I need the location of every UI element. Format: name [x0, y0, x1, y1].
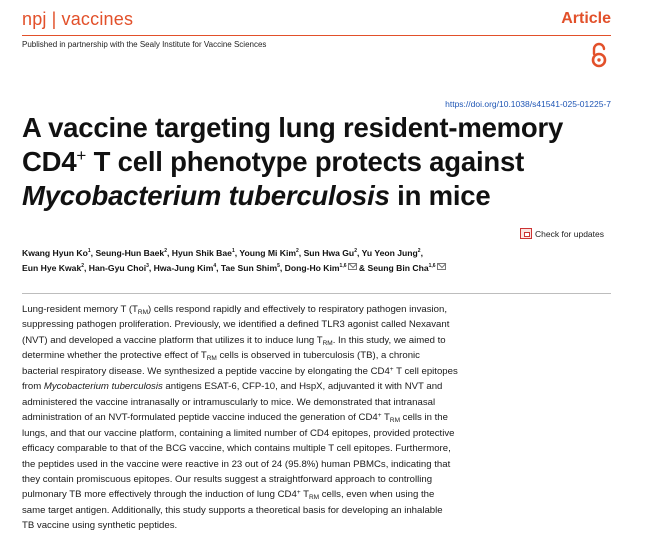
- authors-text-segment: 2: [164, 248, 167, 254]
- header-rule: [22, 35, 611, 36]
- authors-text-segment: 5: [277, 263, 280, 269]
- authors-text-segment: , Young Mi Kim: [234, 248, 297, 258]
- doi-link[interactable]: https://doi.org/10.1038/s41541-025-01225-7: [445, 99, 611, 109]
- abstract-text-segment: T: [381, 412, 390, 424]
- abstract-text-segment: suppressing pathogen proliferation. Previously, we identified a defined TLR3 agonist called Nexavant: [22, 319, 450, 331]
- abstract-text-segment: administration of an NVT-formulated peptide vaccine induced the generation of CD4: [22, 412, 378, 424]
- abstract-text-segment: same target antigen. Additionally, this study supports a theoretical basis for developing an inhalable: [22, 504, 443, 516]
- authors-text-segment: 2: [296, 248, 299, 254]
- abstract-text-segment: . In this study, we aimed to: [332, 334, 446, 346]
- article-title: [22, 111, 622, 213]
- abstract-text-segment: T cell epitopes: [393, 365, 458, 377]
- authors-text-segment: , Seung-Hun Baek: [90, 248, 165, 258]
- authors-text-segment: 2: [417, 248, 421, 254]
- abstract-text-segment: Mycobacterium tuberculosis: [43, 381, 163, 393]
- abstract-text-segment: they contain promiscuous epitopes. Our results suggest a straightforward approach to controlling: [22, 473, 433, 485]
- abstract-text-segment: cells is observed in tuberculosis (TB), a chronic: [216, 350, 420, 362]
- abstract-text-segment: antigens ESAT-6, CFP-10, and HspX, adjuvanted it with NVT and: [162, 381, 443, 393]
- authors-text-segment: & Seung Bin Cha: [356, 263, 429, 273]
- abstract-text-segment: cells, even when using the: [319, 489, 435, 501]
- abstract-text-segment: RM: [322, 339, 333, 347]
- abstract-text-segment: ) cells respond rapidly and effectively to respiratory pathogen invasion,: [148, 304, 447, 315]
- authors-text-segment: , Hyun Shik Bae: [167, 248, 232, 258]
- author-list: [22, 246, 612, 276]
- abstract-text-segment: RM: [308, 494, 320, 502]
- authors-text-segment: Kwang Hyun Ko: [22, 248, 88, 258]
- authors-text-segment: Eun Hye Kwak: [22, 263, 82, 273]
- title-text-segment: in mice: [389, 180, 491, 211]
- authors-text-segment: 3: [146, 263, 149, 269]
- check-updates-label: Check for updates: [535, 229, 604, 239]
- abstract-text-segment: bacterial respiratory disease. We synthesized a peptide vaccine by elongating the CD4: [22, 365, 390, 377]
- abstract-text-segment: determine whether the protective effect of T: [22, 350, 207, 362]
- check-for-updates-button[interactable]: [520, 228, 604, 239]
- section-divider: [22, 293, 611, 294]
- abstract-text-segment: (NVT) and developed a vaccine platform that utilizes it to induce lung T: [22, 334, 323, 346]
- authors-text-segment: 1: [87, 248, 91, 254]
- journal-separator: |: [51, 9, 57, 29]
- authors-text-segment: 1: [231, 248, 235, 254]
- abstract-text-segment: +: [389, 365, 394, 373]
- authors-text-segment: 2: [354, 248, 357, 254]
- journal-brand[interactable]: [22, 9, 133, 30]
- abstract-text-segment: the peptides used in the vaccine were reactive in 23 out of 24 (95.8%) human PBMCs, indicating that: [22, 458, 451, 470]
- email-icon[interactable]: [437, 263, 446, 270]
- abstract-text-segment: pulmonary TB more effectively through the induction of lung CD4: [22, 489, 297, 501]
- authors-text-segment: 1,6: [339, 263, 347, 269]
- title-text-segment: CD4: [22, 146, 77, 177]
- authors-text-segment: , Tae Sun Shim: [216, 263, 278, 273]
- partnership-note: Published in partnership with the Sealy Institute for Vaccine Sciences: [22, 40, 267, 49]
- authors-text-segment: , Dong-Ho Kim: [279, 263, 340, 273]
- authors-text-segment: , Hwa-Jung Kim: [148, 263, 214, 273]
- journal-header: [22, 9, 611, 33]
- abstract-text-segment: +: [296, 489, 301, 497]
- title-text-segment: T cell phenotype protects against: [86, 146, 525, 177]
- abstract-text-segment: lungs, and that our vaccine platform, containing a limited number of CD4 epitopes, provided protective: [22, 427, 455, 439]
- journal-name-npj: npj: [22, 9, 47, 29]
- abstract-text-segment: from: [22, 381, 44, 393]
- authors-text-segment: 4: [213, 263, 217, 269]
- abstract-text-segment: administered the vaccine intranasally or intramuscularly to mice. We demonstrated that intranasal: [22, 396, 436, 408]
- authors-text-segment: , Sun Hwa Gu: [298, 248, 355, 258]
- title-text-segment: +: [76, 145, 87, 165]
- title-text-segment: Mycobacterium tuberculosis: [22, 180, 390, 211]
- abstract-text-segment: cells in the: [399, 412, 448, 424]
- authors-text-segment: 2: [81, 263, 85, 269]
- abstract-text-segment: RM: [206, 355, 217, 363]
- email-icon[interactable]: [348, 263, 357, 270]
- abstract: [22, 302, 522, 534]
- authors-text-segment: ,: [420, 248, 423, 258]
- authors-text-segment: , Han-Gyu Choi: [84, 263, 147, 273]
- article-type-label: Article: [561, 10, 611, 27]
- abstract-text-segment: RM: [137, 309, 148, 316]
- authors-text-segment: , Yu Yeon Jung: [356, 248, 418, 258]
- abstract-text-segment: +: [377, 412, 382, 420]
- abstract-text-segment: TB vaccine using synthetic peptides.: [22, 520, 178, 532]
- abstract-text-segment: Lung-resident memory T (T: [22, 304, 138, 315]
- abstract-text-segment: T: [300, 489, 309, 501]
- title-text-segment: A vaccine targeting lung resident-memory: [22, 112, 564, 143]
- abstract-text-segment: efficacy comparable to that of the BCG vaccine, which contains multiple T cell epitopes. Furthermore,: [22, 443, 451, 455]
- abstract-text-segment: RM: [389, 417, 400, 425]
- check-updates-icon: [520, 228, 532, 239]
- authors-text-segment: 1,6: [428, 263, 436, 269]
- open-access-icon[interactable]: [590, 41, 608, 69]
- journal-name-vaccines: vaccines: [61, 9, 134, 29]
